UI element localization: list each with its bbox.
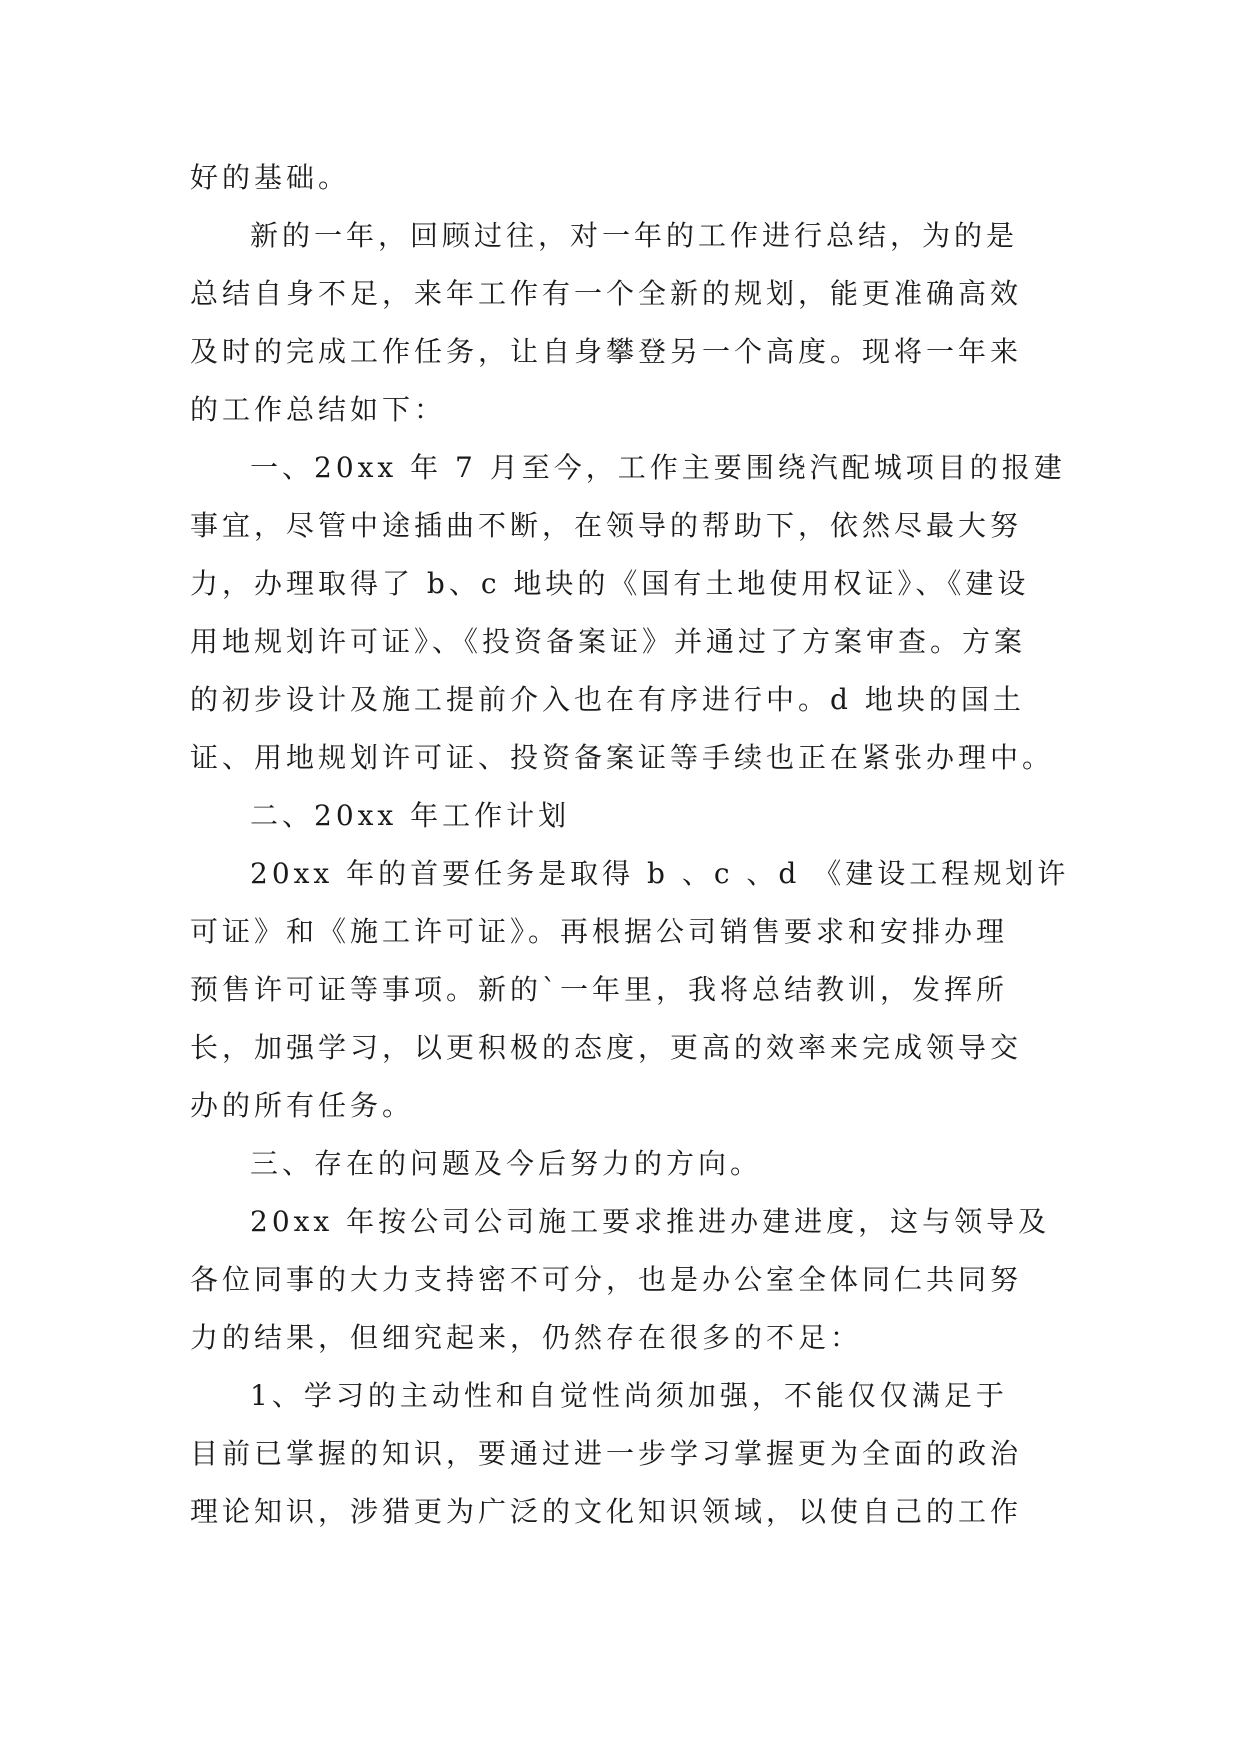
text-line: 总结自身不足，来年工作有一个全新的规划，能更准确高效	[190, 277, 1023, 310]
text-line: 可证》和《施工许可证》。再根据公司销售要求和安排办理	[190, 915, 1009, 948]
section-heading-line: 二、20xx 年工作计划	[250, 799, 571, 832]
text-line: 长，加强学习，以更积极的态度，更高的效率来完成领导交	[190, 1031, 1023, 1064]
text-line: 力，办理取得了 b、c 地块的《国有土地使用权证》、《建设	[190, 567, 1030, 600]
text-line: 的初步设计及施工提前介入也在有序进行中。d 地块的国土	[190, 683, 1025, 716]
text-line: 各位同事的大力支持密不可分，也是办公室全体同仁共同努	[190, 1263, 1023, 1296]
text-line: 力的结果，但细究起来，仍然存在很多的不足：	[190, 1321, 863, 1354]
paragraph-start-line: 20xx 年按公司公司施工要求推进办建进度，这与领导及	[250, 1205, 1051, 1238]
list-item-line: 1、学习的主动性和自觉性尚须加强，不能仅仅满足于	[250, 1379, 1008, 1412]
text-line: 好的基础。	[190, 161, 351, 194]
text-line: 预售许可证等事项。新的`一年里，我将总结教训，发挥所	[190, 973, 1009, 1006]
text-line: 证、用地规划许可证、投资备案证等手续也正在紧张办理中。	[190, 741, 1055, 774]
paragraph-start-line: 新的一年，回顾过往，对一年的工作进行总结，为的是	[250, 219, 1019, 252]
text-line: 的工作总结如下：	[190, 393, 447, 426]
text-line: 理论知识，涉猎更为广泛的文化知识领域，以使自己的工作	[190, 1495, 1023, 1528]
text-line: 办的所有任务。	[190, 1089, 415, 1122]
paragraph-start-line: 20xx 年的首要任务是取得 b 、c 、d 《建设工程规划许	[250, 857, 1070, 890]
section-heading-line: 一、20xx 年 7 月至今，工作主要围绕汽配城项目的报建	[250, 451, 1066, 484]
text-line: 目前已掌握的知识，要通过进一步学习掌握更为全面的政治	[190, 1437, 1023, 1470]
section-heading-line: 三、存在的问题及今后努力的方向。	[250, 1147, 763, 1180]
text-line: 用地规划许可证》、《投资备案证》并通过了方案审查。方案	[190, 625, 1027, 658]
text-line: 及时的完成工作任务，让自身攀登另一个高度。现将一年来	[190, 335, 1023, 368]
text-line: 事宜，尽管中途插曲不断，在领导的帮助下，依然尽最大努	[190, 509, 1023, 542]
